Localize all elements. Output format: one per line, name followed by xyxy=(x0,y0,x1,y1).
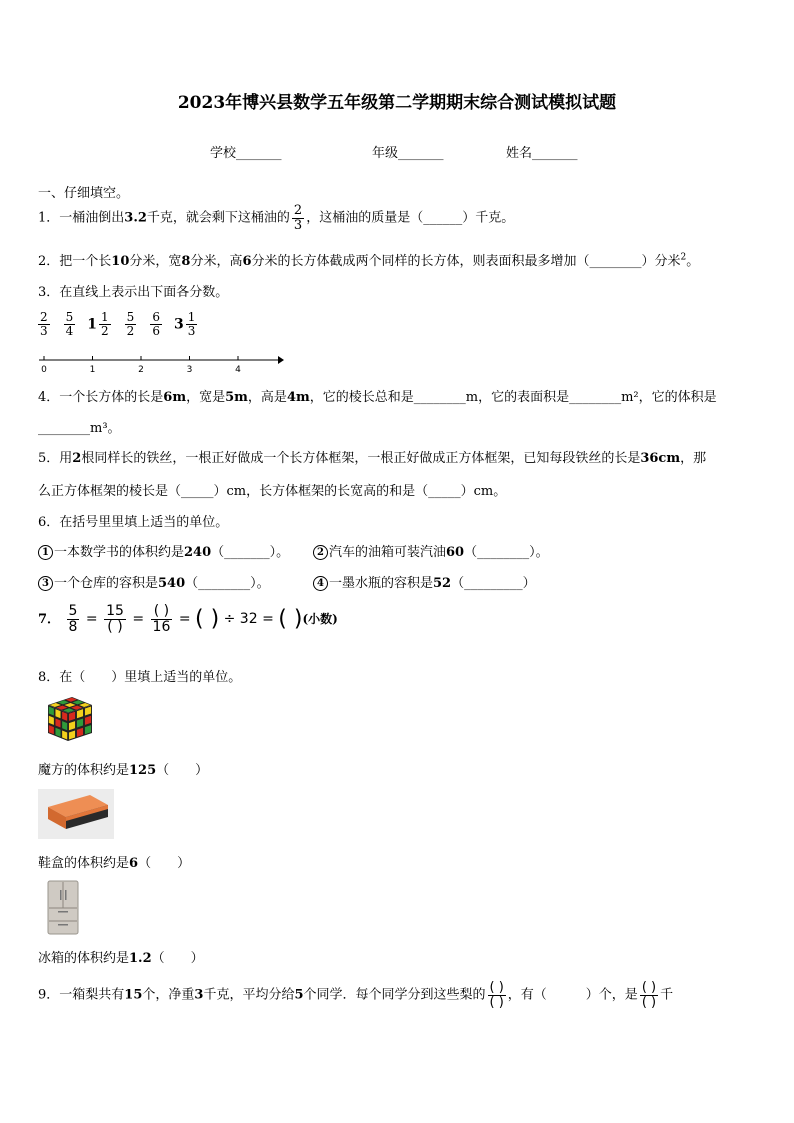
grade-field: 年级_______ xyxy=(372,146,444,161)
question-5-line2: 么正方体框架的棱长是（_____）cm，长方体框架的长宽高的和是（_____）cm。 xyxy=(38,484,507,499)
q8-item-2: 鞋盒的体积约是6（ ） xyxy=(38,856,191,871)
number-line-label: 4 xyxy=(235,365,241,375)
question-3: 3．在直线上表示出下面各分数。 xyxy=(38,285,229,300)
q3-fraction: $\frac{5}{2}$ xyxy=(126,310,135,338)
q1-fraction: $\frac{2}{3}$ xyxy=(293,203,303,233)
q3-fraction: $\frac{5}{4}$ xyxy=(65,310,74,338)
shoebox-image xyxy=(38,789,114,839)
q6-item-4: 4 一墨水瓶的容积是52（_________） xyxy=(313,572,536,591)
question-6: 6．在括号里里填上适当的单位。 xyxy=(38,515,229,530)
number-line xyxy=(34,352,284,376)
question-5: 5．用2根同样长的铁丝，一根正好做成一个长方体框架，一根正好做成正方体框架，已知每段铁丝的长是36cm，那 xyxy=(38,451,707,466)
question-4-line2: ________m³。 xyxy=(38,421,121,436)
q1-text-b: 千克，就会剩下这桶油的 xyxy=(146,210,290,226)
number-line-label: 1 xyxy=(89,365,96,375)
q8-item-3: 冰箱的体积约是1.2（ ） xyxy=(38,951,204,966)
q3-fraction: $\frac{2}{3}$ xyxy=(40,310,48,338)
number-line-label: 0 xyxy=(41,365,47,375)
school-field: 学校_______ xyxy=(210,146,282,161)
q3-fraction: $\frac{6}{6}$ xyxy=(152,310,160,338)
q6-item-2: 2 汽车的油箱可装汽油60（________）。 xyxy=(313,541,549,560)
question-1 xyxy=(38,204,514,232)
question-9: 9．一箱梨共有15个，净重3千克，平均分给5个同学．每个同学分到这些梨的 $\frac{( )}{( )}$ ，有（ ）个，是 $\frac{( )}{( )}$ 千 xyxy=(38,980,674,1010)
question-8: 8．在（ ）里填上适当的单位。 xyxy=(38,670,242,685)
q1-text-a: 1．一桶油倒出 xyxy=(38,210,125,226)
question-4: 4．一个长方体的长是6m，宽是5m，高是4m，它的棱长总和是________m，它的表面积是________m²，它的体积是 xyxy=(38,390,717,405)
q1-text-c: ，这桶油的质量是（______）千克。 xyxy=(306,210,515,226)
number-line-arrow xyxy=(278,356,284,364)
number-line-label: 2 xyxy=(138,365,144,375)
refrigerator-image xyxy=(46,880,80,936)
rubiks-cube-image xyxy=(42,695,94,745)
section-heading: 一、仔细填空。 xyxy=(38,186,130,201)
question-7: 7． $\frac{5}{8}$ = $\frac{15}{( )}$ = $\frac{( )}{16}$ = ( ) ÷ 32 = ( )(小数) xyxy=(38,603,338,635)
q6-item-3: 3 一个仓库的容积是540（________）。 xyxy=(38,572,270,591)
number-line-label: 3 xyxy=(186,365,193,375)
q3-fraction: 3 $\frac{1}{3}$ xyxy=(173,310,196,338)
q1-value-a: 3.2 xyxy=(124,210,147,226)
q8-item-1: 魔方的体积约是125（ ） xyxy=(38,763,209,778)
page-title: 2023年博兴县数学五年级第二学期期末综合测试模拟试题 xyxy=(177,93,617,113)
question-2: 2．把一个长10分米，宽8分米，高6分米的长方体截成两个同样的长方体，则表面积最多增加（________）分米$^2$。 xyxy=(38,252,700,269)
q3-fraction: 1 $\frac{1}{2}$ xyxy=(87,310,109,338)
q6-item-1: 1 一本数学书的体积约是240（_______）。 xyxy=(38,541,289,560)
q3-fraction-list xyxy=(36,311,209,337)
name-field: 姓名_______ xyxy=(506,146,578,161)
